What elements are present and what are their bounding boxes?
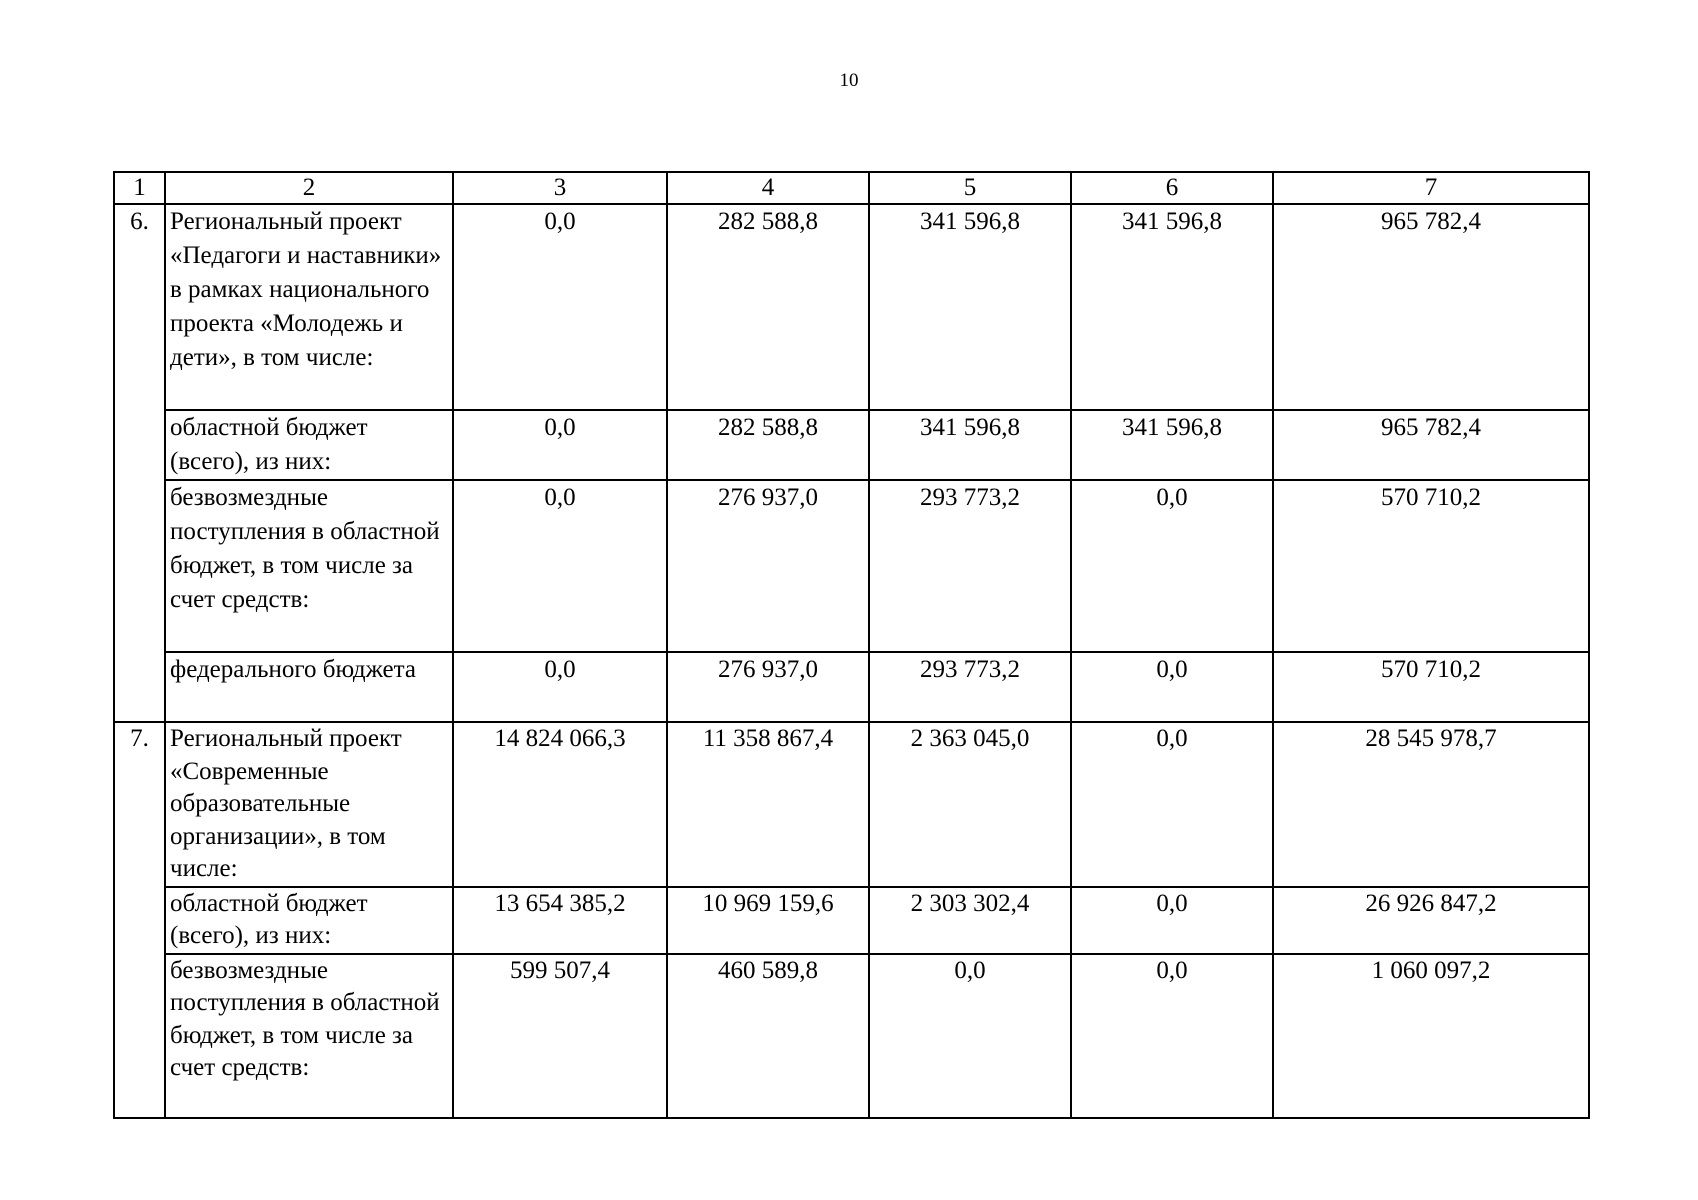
cell-value: 26 926 847,2 xyxy=(1273,887,1589,954)
cell-value: 276 937,0 xyxy=(667,480,869,652)
table-row xyxy=(114,204,1589,410)
section-6 xyxy=(114,204,1589,722)
cell-value: 570 710,2 xyxy=(1273,480,1589,652)
cell-value: 14 824 066,3 xyxy=(453,722,667,887)
cell-value: 2 363 045,0 xyxy=(869,722,1071,887)
cell-value: 0,0 xyxy=(869,954,1071,1118)
cell-value: 341 596,8 xyxy=(869,410,1071,480)
column-header: 5 xyxy=(869,172,1071,204)
cell-value: 0,0 xyxy=(453,204,667,410)
cell-value: 282 588,8 xyxy=(667,410,869,480)
cell-value: 13 654 385,2 xyxy=(453,887,667,954)
cell-value: 570 710,2 xyxy=(1273,652,1589,722)
table-row xyxy=(114,722,1589,887)
table-row xyxy=(114,652,1589,722)
cell-value: 276 937,0 xyxy=(667,652,869,722)
row-label: безвозмездные поступления в областной бюджет, в том числе за счет средств: xyxy=(165,954,453,1118)
cell-value: 0,0 xyxy=(453,652,667,722)
cell-value: 0,0 xyxy=(1071,480,1273,652)
table-row xyxy=(114,480,1589,652)
cell-value: 0,0 xyxy=(453,480,667,652)
cell-value: 282 588,8 xyxy=(667,204,869,410)
cell-value: 0,0 xyxy=(1071,887,1273,954)
cell-value: 28 545 978,7 xyxy=(1273,722,1589,887)
section-number: 6. xyxy=(114,204,165,722)
row-label: Региональный проект «Педагоги и наставники» в рамках национального проекта «Молодежь и дети», в том числе: xyxy=(165,204,453,410)
row-label: безвозмездные поступления в областной бюджет, в том числе за счет средств: xyxy=(165,480,453,652)
cell-value: 293 773,2 xyxy=(869,480,1071,652)
column-header: 4 xyxy=(667,172,869,204)
cell-value: 599 507,4 xyxy=(453,954,667,1118)
row-label: областной бюджет (всего), из них: xyxy=(165,410,453,480)
cell-value: 293 773,2 xyxy=(869,652,1071,722)
cell-value: 965 782,4 xyxy=(1273,410,1589,480)
cell-value: 460 589,8 xyxy=(667,954,869,1118)
cell-value: 341 596,8 xyxy=(1071,204,1273,410)
cell-value: 2 303 302,4 xyxy=(869,887,1071,954)
table-row xyxy=(114,954,1589,1118)
table-header-row xyxy=(114,172,1589,204)
row-label: областной бюджет (всего), из них: xyxy=(165,887,453,954)
column-header: 7 xyxy=(1273,172,1589,204)
row-label: Региональный проект «Современные образовательные организации», в том числе: xyxy=(165,722,453,887)
cell-value: 11 358 867,4 xyxy=(667,722,869,887)
cell-value: 341 596,8 xyxy=(1071,410,1273,480)
section-number: 7. xyxy=(114,722,165,1118)
column-header: 2 xyxy=(165,172,453,204)
cell-value: 965 782,4 xyxy=(1273,204,1589,410)
cell-value: 10 969 159,6 xyxy=(667,887,869,954)
section-7 xyxy=(114,722,1589,1118)
column-header: 6 xyxy=(1071,172,1273,204)
cell-value: 341 596,8 xyxy=(869,204,1071,410)
cell-value: 0,0 xyxy=(1071,954,1273,1118)
table-row xyxy=(114,410,1589,480)
cell-value: 0,0 xyxy=(1071,652,1273,722)
row-label: федерального бюджета xyxy=(165,652,453,722)
cell-value: 0,0 xyxy=(453,410,667,480)
cell-value: 0,0 xyxy=(1071,722,1273,887)
budget-table xyxy=(113,171,1590,1119)
cell-value: 1 060 097,2 xyxy=(1273,954,1589,1118)
column-header: 1 xyxy=(114,172,165,204)
page-number: 10 xyxy=(839,70,859,91)
table-row xyxy=(114,887,1589,954)
column-header: 3 xyxy=(453,172,667,204)
